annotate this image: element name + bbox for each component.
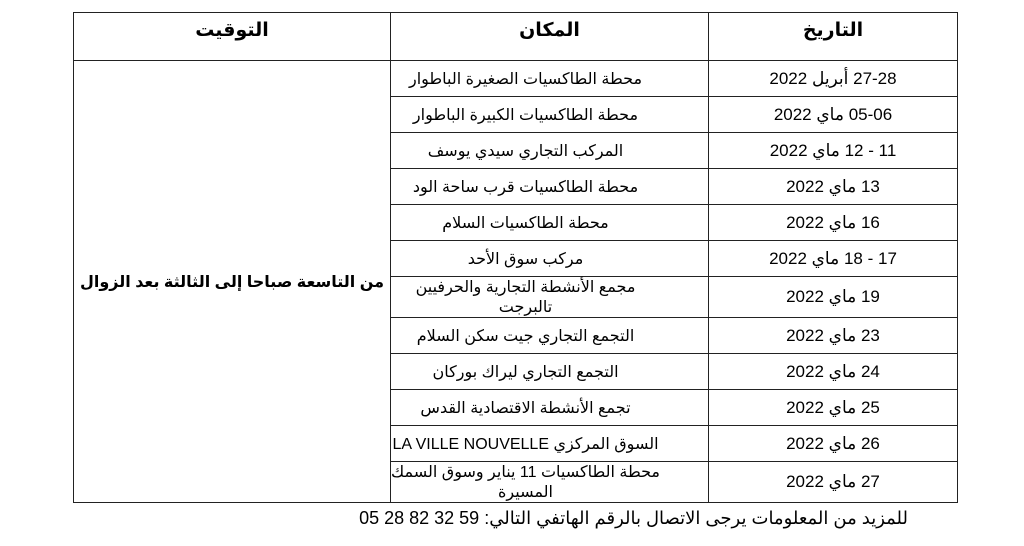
date-cell: 24 ماي 2022 — [709, 354, 958, 390]
place-cell: محطة الطاكسيات السلام — [391, 205, 709, 241]
table-header-row — [74, 13, 958, 61]
date-cell: 19 ماي 2022 — [709, 277, 958, 318]
contact-footer — [359, 508, 908, 529]
schedule-table — [73, 12, 958, 503]
place-cell: التجمع التجاري ليراك بوركان — [391, 354, 709, 390]
date-cell: 25 ماي 2022 — [709, 390, 958, 426]
place-cell: تجمع الأنشطة الاقتصادية القدس — [391, 390, 709, 426]
place-cell: مجمع الأنشطة التجارية والحرفيين تالبرجت — [391, 277, 709, 318]
date-cell: 05-06 ماي 2022 — [709, 97, 958, 133]
table-row — [74, 61, 958, 97]
date-cell: 16 ماي 2022 — [709, 205, 958, 241]
place-cell: مركب سوق الأحد — [391, 241, 709, 277]
place-cell: السوق المركزي LA VILLE NOUVELLE — [391, 426, 709, 462]
place-cell: محطة الطاكسيات الكبيرة الباطوار — [391, 97, 709, 133]
date-cell: 23 ماي 2022 — [709, 318, 958, 354]
date-cell: 13 ماي 2022 — [709, 169, 958, 205]
place-cell: محطة الطاكسيات الصغيرة الباطوار — [391, 61, 709, 97]
date-cell: 26 ماي 2022 — [709, 426, 958, 462]
date-cell: 27 ماي 2022 — [709, 462, 958, 503]
place-cell: محطة الطاكسيات 11 يناير وسوق السمك المسيرة — [391, 462, 709, 503]
header-time: التوقيت — [74, 13, 391, 61]
date-cell: 17 - 18 ماي 2022 — [709, 241, 958, 277]
date-cell: 27-28 أبريل 2022 — [709, 61, 958, 97]
phone-number: 05 28 82 32 59 — [359, 508, 480, 528]
time-cell: من التاسعة صباحا إلى الثالثة بعد الزوال — [74, 61, 391, 503]
place-cell: التجمع التجاري جيت سكن السلام — [391, 318, 709, 354]
place-cell: المركب التجاري سيدي يوسف — [391, 133, 709, 169]
header-date: التاريخ — [709, 13, 958, 61]
contact-text: للمزيد من المعلومات يرجى الاتصال بالرقم الهاتفي التالي: — [484, 508, 908, 528]
date-cell: 11 - 12 ماي 2022 — [709, 133, 958, 169]
place-cell: محطة الطاكسيات قرب ساحة الود — [391, 169, 709, 205]
header-place: المكان — [391, 13, 709, 61]
